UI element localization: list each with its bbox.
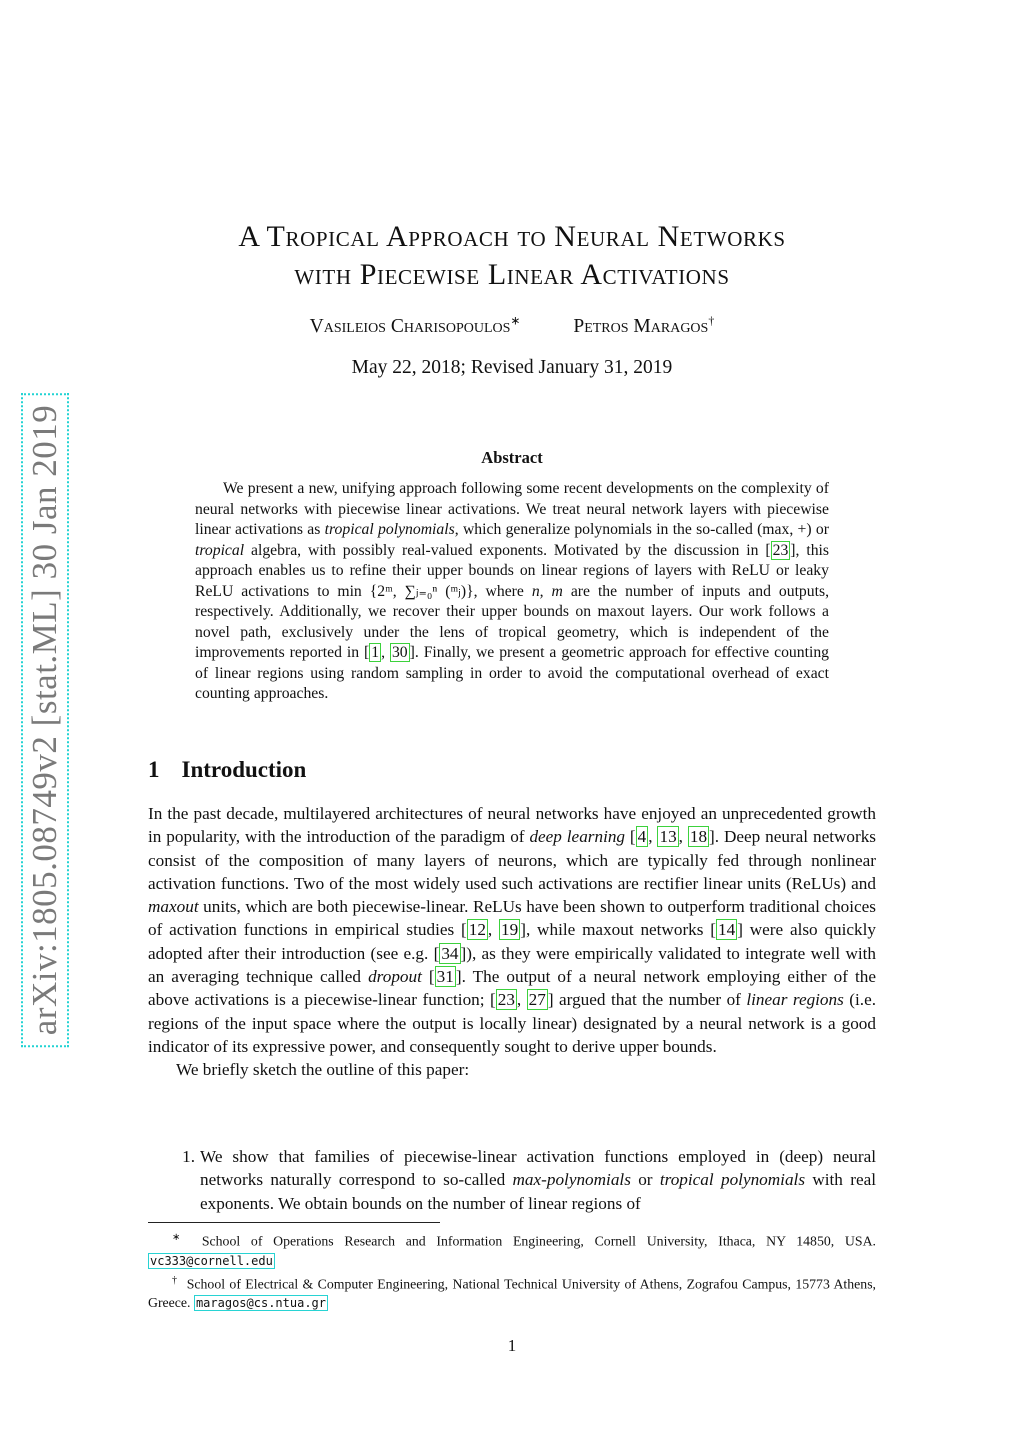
citation-link[interactable]: 1	[371, 644, 380, 661]
abstract-heading: Abstract	[481, 448, 543, 467]
body-text: units, which are both piecewise-linear. ReLUs have been shown to outperform traditional choices of activation functions in empirical studies [	[148, 897, 876, 940]
citation-link[interactable]: 27	[528, 990, 546, 1010]
body-emphasis: dropout	[368, 967, 422, 987]
abstract-emphasis: n, m	[531, 582, 563, 600]
citation-link[interactable]: 23	[772, 541, 789, 559]
arxiv-identifier-stamp[interactable]: arXiv:1805.08749v2 [stat.ML] 30 Jan 2019	[21, 393, 69, 1047]
citation-link[interactable]: 23	[497, 990, 515, 1010]
footnote-text: School of Operations Research and Information Engineering, Cornell University, Ithaca, NY 14850, USA.	[201, 1233, 876, 1249]
body-emphasis: deep learning	[529, 827, 626, 847]
body-text: ]. The output of a neural network employing either of the above activations is a piecewise-linear function; [	[148, 967, 876, 1010]
body-emphasis: maxout	[148, 897, 199, 917]
abstract-text: are the number of inputs and outputs, respectively. Additionally, we recover their upper bounds on maxout layers. Our work follows a novel path, exclusively under the lens of tropical geometry, which is independent of the improvements reported in [	[195, 582, 830, 661]
author-list	[150, 313, 874, 338]
body-text: ,	[648, 827, 658, 847]
paper-date: May 22, 2018; Revised January 31, 2019	[351, 357, 673, 378]
body-text: (i.e. regions of the input space where the output is locally linear) designated by a neural network is a good indicator of its expressive power, and consequently sought to derive upper bounds.	[148, 990, 876, 1056]
body-text: ] were also quickly adopted after their introduction (see e.g. [	[148, 920, 877, 963]
email-link[interactable]: vc333@cornell.edu	[150, 1253, 273, 1268]
intro-paragraph-2: We briefly sketch the outline of this paper:	[176, 1060, 470, 1080]
footnote-mark: †	[172, 1274, 178, 1286]
abstract-emphasis: tropical	[195, 541, 245, 559]
body-text: or	[630, 1170, 660, 1190]
footnote-1	[148, 1228, 876, 1271]
author-1	[309, 313, 521, 337]
citation-link[interactable]: 19	[501, 920, 519, 940]
section-number: 1	[148, 757, 160, 782]
list-item-text	[200, 1145, 876, 1215]
abstract-body	[195, 479, 829, 705]
body-text: [	[625, 827, 636, 847]
body-text: [	[421, 967, 435, 987]
section-title: Introduction	[181, 757, 307, 782]
title-line-2: with Piecewise Linear Activations	[294, 258, 730, 291]
author-2-name: Petros Maragos	[573, 315, 709, 337]
paper-title	[150, 218, 874, 294]
title-line-1: A Tropical Approach to Neural Networks	[238, 220, 786, 253]
page-number: 1	[507, 1336, 517, 1355]
citation-link[interactable]: 14	[718, 920, 736, 940]
citation-link[interactable]: 30	[391, 644, 408, 661]
author-1-name: Vasileios Charisopoulos	[309, 315, 511, 337]
introduction-body	[148, 802, 876, 1082]
body-text: ] argued that the number of	[547, 990, 747, 1010]
intro-paragraph-1	[148, 802, 876, 1058]
abstract-emphasis: tropical polynomials	[324, 521, 455, 538]
citation-link[interactable]: 12	[468, 920, 486, 940]
body-text: ,	[487, 920, 500, 940]
body-text: ,	[678, 827, 688, 847]
abstract-paragraph	[195, 479, 829, 705]
abstract-text: ]. Finally, we present a geometric approach for effective counting of linear regions using random sampling in order to avoid the computational overhead of exact counting approaches.	[195, 644, 830, 702]
footnotes	[148, 1228, 876, 1313]
footnote-divider	[148, 1222, 440, 1223]
author-2-footnote-mark[interactable]: †	[708, 313, 715, 327]
abstract-text: ,	[381, 644, 390, 661]
body-text: In the past decade, multilayered architectures of neural networks have enjoyed an unprecedented growth in popularity, with the introduction of the paradigm of	[148, 804, 876, 847]
list-item-number: 1.	[182, 1147, 195, 1166]
citation-link[interactable]: 18	[689, 827, 708, 847]
body-emphasis: tropical polynomials	[659, 1170, 806, 1190]
abstract-text: We present a new, unifying approach following some recent developments on the complexity of neural networks with piecewise linear activations. We treat neural network layers with piecewise linear activations as	[195, 480, 829, 538]
contribution-list	[148, 1145, 876, 1215]
body-emphasis: linear regions	[746, 990, 844, 1010]
author-2	[573, 313, 715, 337]
citation-link[interactable]: 4	[637, 827, 647, 847]
footnote-mark: ∗	[172, 1232, 181, 1243]
abstract-text: , where	[473, 582, 532, 600]
citation-link[interactable]: 34	[441, 943, 459, 963]
abstract-text: , which generalize polynomials in the so-called (max, +) or	[454, 521, 829, 538]
footnote-2	[148, 1271, 876, 1314]
math-formula: {2ᵐ, ∑ⱼ₌₀ⁿ (ᵐⱼ)}	[369, 582, 474, 600]
body-text: ]), as they were empirically validated to integrate well with an averaging technique called	[148, 943, 876, 987]
citation-link[interactable]: 13	[659, 827, 677, 847]
body-text: with real exponents. We obtain bounds on the number of linear regions of	[200, 1170, 876, 1213]
body-text: ], while maxout networks [	[520, 920, 716, 940]
email-link[interactable]: maragos@cs.ntua.gr	[195, 1296, 326, 1311]
body-text: ,	[516, 990, 527, 1010]
citation-link[interactable]: 31	[436, 967, 454, 987]
body-emphasis: max-polynomials	[512, 1170, 631, 1190]
abstract-text: algebra, with possibly real-valued exponents. Motivated by the discussion in [	[244, 541, 771, 559]
list-item	[148, 1145, 876, 1215]
section-heading-introduction	[148, 757, 306, 783]
footnote-text: School of Electrical & Computer Engineering, National Technical University of Athens, Zografou Campus, 15773 Athens, Greece.	[148, 1276, 877, 1311]
author-1-footnote-mark[interactable]: ∗	[510, 313, 521, 327]
body-text: We show that families of piecewise-linear activation functions employed in (deep) neural networks naturally correspond to so-called	[200, 1147, 876, 1190]
body-text: ]. Deep neural networks consist of the composition of many layers of neurons, which are typically fed through nonlinear activation functions. Two of the most widely used such activations are rectifier linear units (ReLUs) and	[148, 827, 876, 893]
abstract-text: ], this approach enables us to refine their upper bounds on linear regions of layers with ReLU or leaky ReLU activations to min	[195, 541, 830, 600]
